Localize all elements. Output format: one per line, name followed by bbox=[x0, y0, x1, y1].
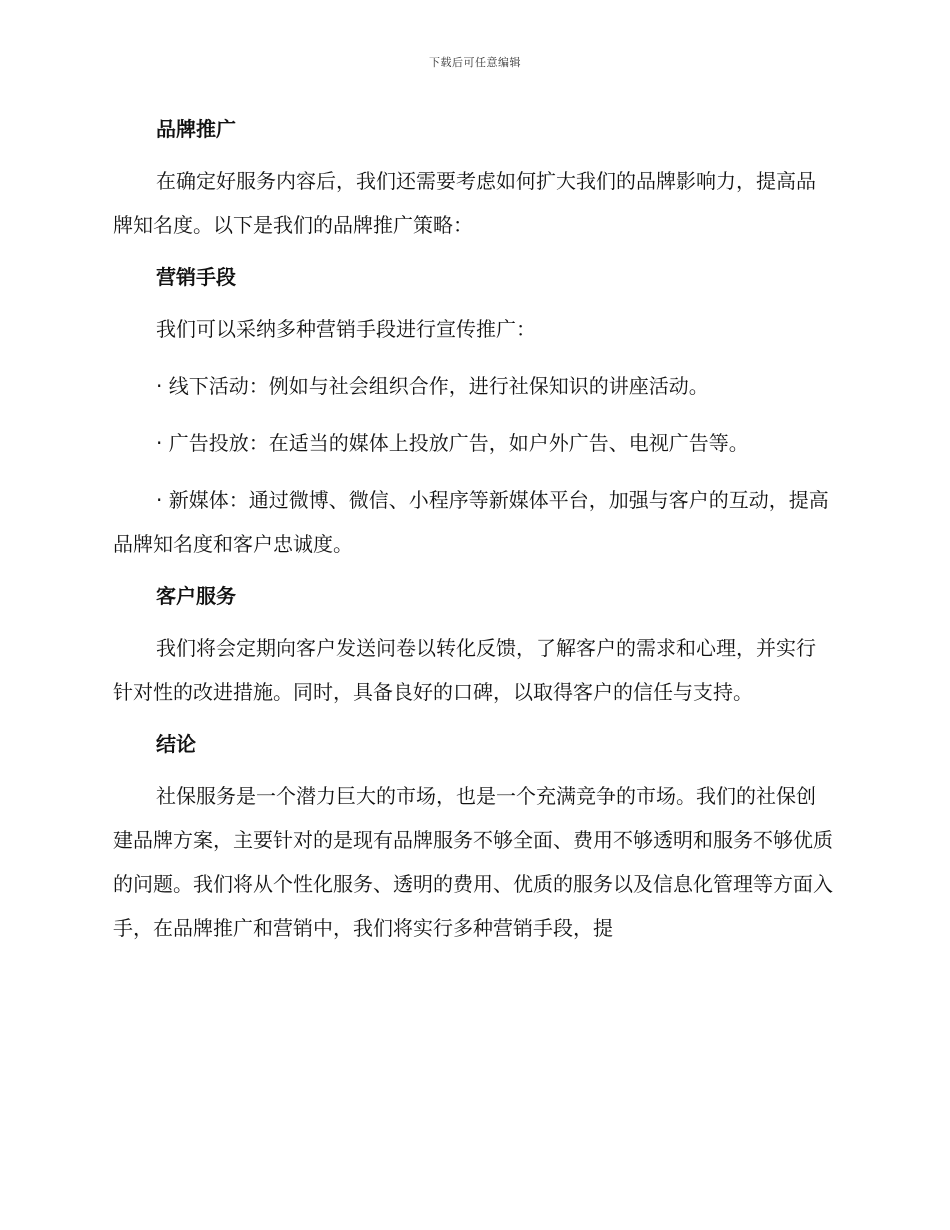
paragraph-marketing-intro: 我们可以采纳多种营销手段进行宣传推广： bbox=[156, 317, 536, 341]
section-heading-brand-promotion: 品牌推广 bbox=[156, 117, 236, 141]
list-item-advertising: · 广告投放：在适当的媒体上投放广告，如户外广告、电视广告等。 bbox=[156, 431, 749, 455]
section-heading-marketing-means: 营销手段 bbox=[156, 265, 236, 289]
list-item-new-media: · 新媒体：通过微博、微信、小程序等新媒体平台，加强与客户的互动，提高品牌知名度和客户忠诚度。 bbox=[113, 488, 829, 556]
page-header-note: 下载后可任意编辑 bbox=[429, 56, 521, 69]
section-heading-conclusion: 结论 bbox=[156, 732, 196, 756]
paragraph-brand-promotion-intro: 在确定好服务内容后，我们还需要考虑如何扩大我们的品牌影响力，提高品牌知名度。以下是我们的品牌推广策略： bbox=[113, 169, 816, 237]
list-item-offline-events: · 线下活动：例如与社会组织合作，进行社保知识的讲座活动。 bbox=[156, 374, 709, 398]
paragraph-conclusion: 社保服务是一个潜力巨大的市场，也是一个充满竞争的市场。我们的社保创建品牌方案，主要针对的是现有品牌服务不够全面、费用不够透明和服务不够优质的问题。我们将从个性化服务、透明的费用、优质的服务以及信息化管理等方面入手，在品牌推广和营销中，我们将实行多种营销手段，提 bbox=[113, 784, 833, 940]
paragraph-customer-service: 我们将会定期向客户发送问卷以转化反馈，了解客户的需求和心理，并实行针对性的改进措施。同时，具备良好的口碑，以取得客户的信任与支持。 bbox=[113, 636, 816, 704]
document-body bbox=[113, 112, 833, 950]
section-heading-customer-service: 客户服务 bbox=[156, 584, 236, 608]
